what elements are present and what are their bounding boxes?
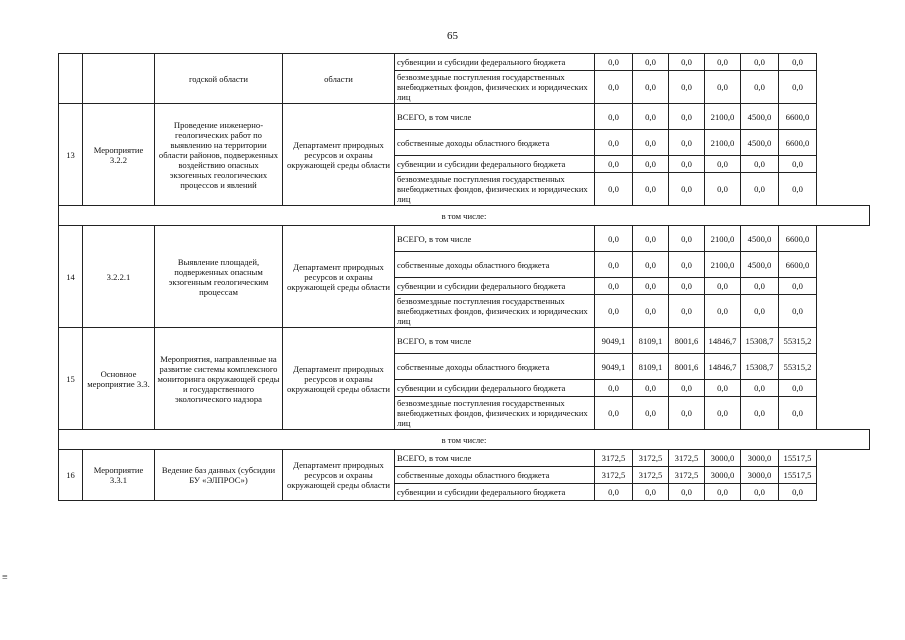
value-cell: 15517,5 — [779, 467, 817, 484]
value-cell: 0,0 — [633, 484, 669, 501]
page-number: 65 — [447, 30, 458, 42]
value-cell: 0,0 — [669, 226, 705, 252]
value-cell: 8001,6 — [669, 328, 705, 354]
value-cell: 0,0 — [669, 156, 705, 173]
activity-name-cell: Мероприятия, направленные на развитие системы комплексного мониторинга окружающей среды и государственного экологического надзора — [155, 328, 283, 430]
value-cell: 0,0 — [705, 173, 741, 206]
funding-source-cell: субвенции и субсидии федерального бюджета — [395, 54, 595, 71]
value-cell: 0,0 — [669, 104, 705, 130]
subheader-row — [59, 430, 870, 450]
value-cell: 6600,0 — [779, 252, 817, 278]
value-cell: 2100,0 — [705, 130, 741, 156]
value-cell: 3000,0 — [705, 467, 741, 484]
value-cell: 0,0 — [741, 156, 779, 173]
funding-source-cell: ВСЕГО, в том числе — [395, 450, 595, 467]
value-cell: 0,0 — [779, 295, 817, 328]
value-cell: 0,0 — [669, 484, 705, 501]
value-cell: 0,0 — [779, 278, 817, 295]
value-cell: 0,0 — [633, 278, 669, 295]
value-cell: 6600,0 — [779, 130, 817, 156]
value-cell: 0,0 — [705, 54, 741, 71]
funding-source-cell: субвенции и субсидии федерального бюджета — [395, 484, 595, 501]
activity-name-cell: годской области — [155, 54, 283, 104]
subheader-row — [59, 206, 870, 226]
table-row — [59, 450, 870, 467]
value-cell: 0,0 — [779, 397, 817, 430]
funding-source-cell: безвозмездные поступления государственных внебюджетных фондов, физических и юридических лиц — [395, 397, 595, 430]
value-cell: 14846,7 — [705, 354, 741, 380]
value-cell: 0,0 — [705, 156, 741, 173]
value-cell: 0,0 — [595, 484, 633, 501]
value-cell: 0,0 — [741, 295, 779, 328]
value-cell: 0,0 — [669, 397, 705, 430]
value-cell: 15308,7 — [741, 354, 779, 380]
value-cell: 0,0 — [705, 484, 741, 501]
department-cell: области — [283, 54, 395, 104]
value-cell: 0,0 — [633, 156, 669, 173]
row-number-cell — [59, 54, 83, 104]
value-cell: 0,0 — [633, 104, 669, 130]
activity-name-cell: Ведение баз данных (субсидии БУ «ЭЛПРОС») — [155, 450, 283, 501]
value-cell: 0,0 — [633, 130, 669, 156]
value-cell: 3000,0 — [705, 450, 741, 467]
funding-source-cell: субвенции и субсидии федерального бюджета — [395, 278, 595, 295]
row-number-cell: 14 — [59, 226, 83, 328]
value-cell: 0,0 — [595, 156, 633, 173]
value-cell: 0,0 — [595, 397, 633, 430]
row-number-cell: 16 — [59, 450, 83, 501]
value-cell: 3000,0 — [741, 467, 779, 484]
value-cell: 8109,1 — [633, 354, 669, 380]
value-cell: 0,0 — [633, 226, 669, 252]
value-cell: 3172,5 — [595, 467, 633, 484]
value-cell: 0,0 — [779, 380, 817, 397]
value-cell: 0,0 — [595, 252, 633, 278]
value-cell: 0,0 — [633, 54, 669, 71]
funding-source-cell: безвозмездные поступления государственных внебюджетных фондов, физических и юридических лиц — [395, 71, 595, 104]
value-cell: 0,0 — [595, 173, 633, 206]
value-cell: 0,0 — [705, 380, 741, 397]
value-cell: 0,0 — [633, 397, 669, 430]
value-cell: 0,0 — [669, 71, 705, 104]
value-cell: 0,0 — [779, 54, 817, 71]
department-cell: Департамент природных ресурсов и охраны окружающей среды области — [283, 226, 395, 328]
value-cell: 55315,2 — [779, 354, 817, 380]
value-cell: 0,0 — [595, 54, 633, 71]
value-cell: 0,0 — [633, 173, 669, 206]
funding-source-cell: ВСЕГО, в том числе — [395, 328, 595, 354]
row-number-cell: 15 — [59, 328, 83, 430]
value-cell: 0,0 — [595, 130, 633, 156]
funding-source-cell: собственные доходы областного бюджета — [395, 467, 595, 484]
subheader-cell: в том числе: — [59, 206, 870, 226]
value-cell: 0,0 — [633, 71, 669, 104]
value-cell: 0,0 — [669, 278, 705, 295]
value-cell: 9049,1 — [595, 354, 633, 380]
value-cell: 55315,2 — [779, 328, 817, 354]
value-cell: 4500,0 — [741, 226, 779, 252]
value-cell: 0,0 — [669, 173, 705, 206]
funding-source-cell: субвенции и субсидии федерального бюджета — [395, 156, 595, 173]
value-cell: 0,0 — [741, 397, 779, 430]
activity-name-cell: Выявление площадей, подверженных опасным экзогенным геологическим процессам — [155, 226, 283, 328]
value-cell: 0,0 — [779, 156, 817, 173]
value-cell: 4500,0 — [741, 130, 779, 156]
activity-code-cell: 3.2.2.1 — [83, 226, 155, 328]
value-cell: 0,0 — [741, 71, 779, 104]
value-cell: 2100,0 — [705, 226, 741, 252]
row-number-cell: 13 — [59, 104, 83, 206]
funding-source-cell: собственные доходы областного бюджета — [395, 354, 595, 380]
value-cell: 0,0 — [741, 54, 779, 71]
value-cell: 6600,0 — [779, 226, 817, 252]
activity-name-cell: Проведение инженерно-геологических работ по выявлению на территории области районов, подверженных воздействию опасных экзогенных геологических процессов и явлений — [155, 104, 283, 206]
value-cell: 3172,5 — [669, 467, 705, 484]
value-cell: 0,0 — [595, 278, 633, 295]
value-cell: 3172,5 — [633, 450, 669, 467]
value-cell: 15517,5 — [779, 450, 817, 467]
funding-source-cell: собственные доходы областного бюджета — [395, 130, 595, 156]
value-cell: 0,0 — [741, 380, 779, 397]
funding-source-cell: безвозмездные поступления государственных внебюджетных фондов, физических и юридических лиц — [395, 295, 595, 328]
side-mark: ≡ — [2, 572, 8, 583]
activity-code-cell: Мероприятие 3.2.2 — [83, 104, 155, 206]
funding-source-cell: ВСЕГО, в том числе — [395, 104, 595, 130]
value-cell: 0,0 — [633, 380, 669, 397]
activity-code-cell — [83, 54, 155, 104]
subheader-cell: в том числе: — [59, 430, 870, 450]
value-cell: 0,0 — [669, 130, 705, 156]
table-row — [59, 54, 870, 71]
table-row — [59, 226, 870, 252]
funding-source-cell: ВСЕГО, в том числе — [395, 226, 595, 252]
value-cell: 15308,7 — [741, 328, 779, 354]
value-cell: 0,0 — [741, 173, 779, 206]
value-cell: 0,0 — [669, 252, 705, 278]
value-cell: 3172,5 — [633, 467, 669, 484]
value-cell: 0,0 — [779, 71, 817, 104]
value-cell: 4500,0 — [741, 104, 779, 130]
value-cell: 0,0 — [741, 278, 779, 295]
value-cell: 0,0 — [779, 484, 817, 501]
value-cell: 0,0 — [705, 71, 741, 104]
value-cell: 3172,5 — [669, 450, 705, 467]
funding-source-cell: субвенции и субсидии федерального бюджета — [395, 380, 595, 397]
value-cell: 3000,0 — [741, 450, 779, 467]
value-cell: 0,0 — [741, 484, 779, 501]
table-row — [59, 328, 870, 354]
value-cell: 0,0 — [705, 278, 741, 295]
value-cell: 2100,0 — [705, 104, 741, 130]
funding-source-cell: безвозмездные поступления государственных внебюджетных фондов, физических и юридических лиц — [395, 173, 595, 206]
budget-table — [58, 53, 870, 501]
value-cell: 0,0 — [669, 295, 705, 328]
department-cell: Департамент природных ресурсов и охраны окружающей среды области — [283, 450, 395, 501]
value-cell: 8001,6 — [669, 354, 705, 380]
value-cell: 3172,5 — [595, 450, 633, 467]
value-cell: 0,0 — [595, 104, 633, 130]
value-cell: 9049,1 — [595, 328, 633, 354]
value-cell: 0,0 — [705, 295, 741, 328]
value-cell: 0,0 — [633, 295, 669, 328]
value-cell: 14846,7 — [705, 328, 741, 354]
value-cell: 2100,0 — [705, 252, 741, 278]
value-cell: 0,0 — [669, 380, 705, 397]
value-cell: 8109,1 — [633, 328, 669, 354]
department-cell: Департамент природных ресурсов и охраны окружающей среды области — [283, 328, 395, 430]
value-cell: 0,0 — [595, 380, 633, 397]
table-row — [59, 104, 870, 130]
value-cell: 0,0 — [595, 226, 633, 252]
funding-source-cell: собственные доходы областного бюджета — [395, 252, 595, 278]
value-cell: 6600,0 — [779, 104, 817, 130]
value-cell: 0,0 — [595, 71, 633, 104]
activity-code-cell: Основное мероприятие 3.3. — [83, 328, 155, 430]
value-cell: 0,0 — [633, 252, 669, 278]
value-cell: 0,0 — [705, 397, 741, 430]
value-cell: 0,0 — [779, 173, 817, 206]
department-cell: Департамент природных ресурсов и охраны окружающей среды области — [283, 104, 395, 206]
activity-code-cell: Мероприятие 3.3.1 — [83, 450, 155, 501]
value-cell: 0,0 — [669, 54, 705, 71]
value-cell: 0,0 — [595, 295, 633, 328]
value-cell: 4500,0 — [741, 252, 779, 278]
